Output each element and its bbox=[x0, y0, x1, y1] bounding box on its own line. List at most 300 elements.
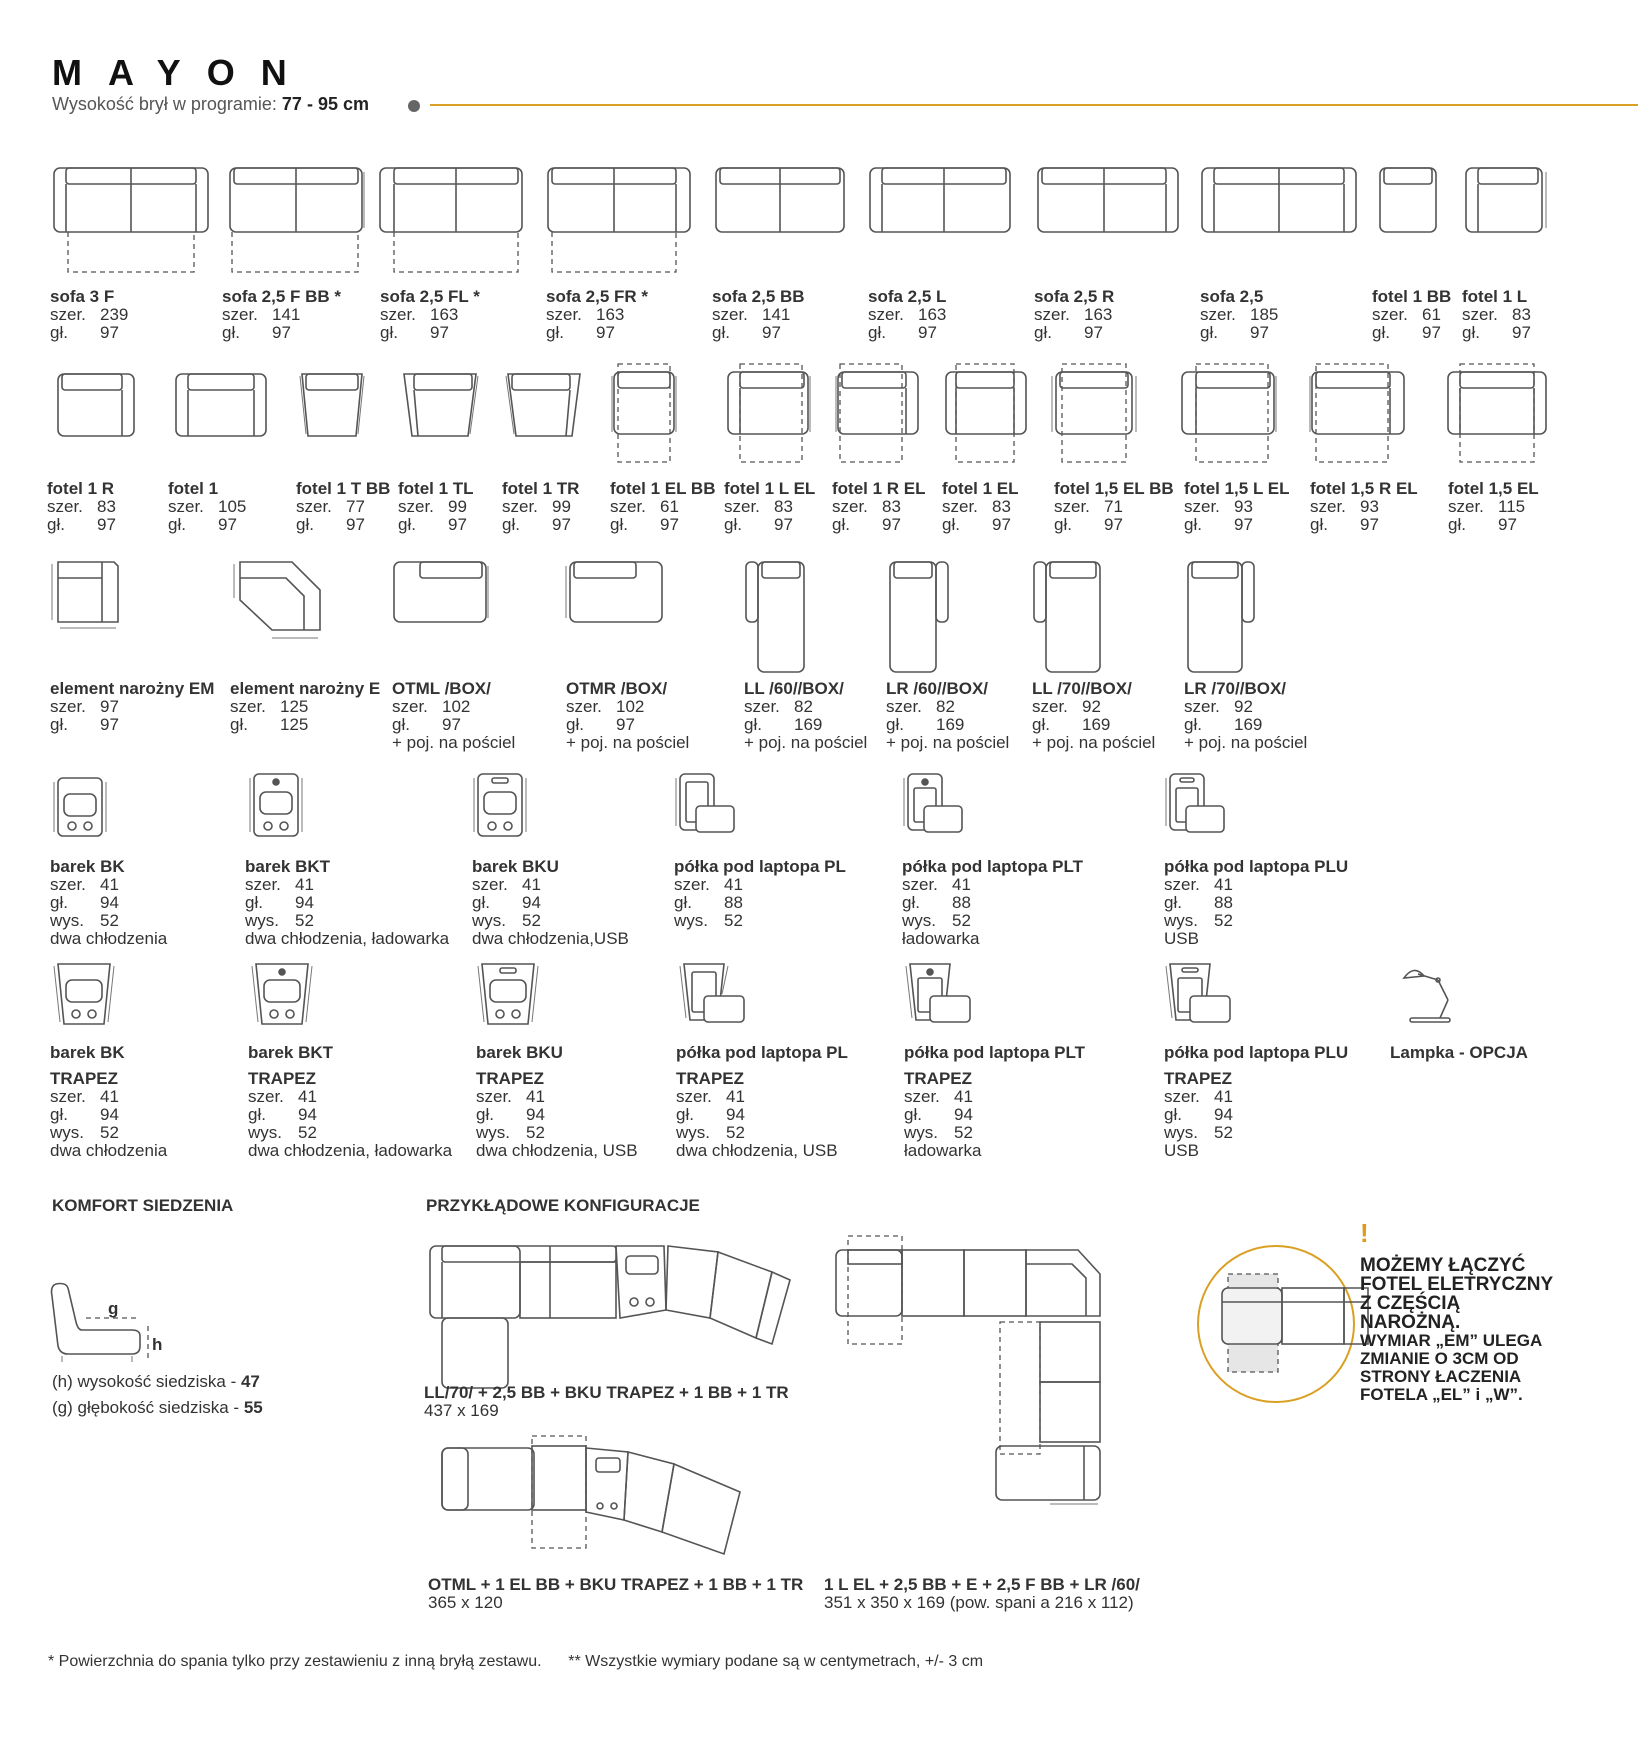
dimension-row bbox=[248, 1106, 452, 1124]
width-value: 163 bbox=[1084, 305, 1113, 324]
label-sofa-25-f-bb bbox=[222, 288, 341, 342]
height-value: wys. bbox=[476, 1123, 510, 1142]
module-fotel-1-l-el-drawing bbox=[724, 362, 814, 466]
depth-value: 97 bbox=[992, 515, 1011, 534]
width-value: szer. bbox=[380, 305, 416, 324]
label-polka-plu-trapez bbox=[1164, 1044, 1348, 1160]
width-value: szer. bbox=[676, 1087, 712, 1106]
module-barek-bku-trapez-drawing bbox=[476, 962, 542, 1028]
width-value: szer. bbox=[392, 697, 428, 716]
label-barek-bk-trapez bbox=[50, 1044, 167, 1160]
module-polka-pl-trapez-drawing bbox=[678, 962, 748, 1028]
note-title: MOŻEMY ŁĄCZYĆ FOTEL ELETRYCZNY Z CZĘŚCIĄ NAROŻNĄ. bbox=[1360, 1255, 1553, 1333]
width-value: 41 bbox=[1214, 1087, 1233, 1106]
label-barek-bkt-trapez bbox=[248, 1044, 452, 1160]
dimension-row bbox=[676, 1088, 848, 1106]
dimension-row bbox=[502, 516, 579, 534]
width-value: szer. bbox=[1448, 497, 1484, 516]
dimension-row bbox=[832, 498, 926, 516]
width-value: 41 bbox=[526, 1087, 545, 1106]
module-name: półka pod laptopa PLT bbox=[902, 857, 1084, 876]
module-name: fotel 1 L EL bbox=[724, 479, 816, 498]
depth-value: 97 bbox=[346, 515, 365, 534]
module-variant: TRAPEZ bbox=[904, 1069, 972, 1088]
label-barek-bkt bbox=[245, 858, 449, 948]
module-name: fotel 1 R EL bbox=[832, 479, 926, 498]
depth-value: gł. bbox=[1032, 715, 1050, 734]
depth-value: 97 bbox=[1084, 323, 1103, 342]
dimension-row bbox=[546, 324, 648, 342]
width-value: szer. bbox=[886, 697, 922, 716]
depth-value: 97 bbox=[448, 515, 467, 534]
module-name: fotel 1 bbox=[168, 479, 219, 498]
depth-value: gł. bbox=[230, 715, 248, 734]
label-fotel-1-tl bbox=[398, 480, 474, 534]
module-name: LR /70//BOX/ bbox=[1184, 679, 1287, 698]
depth-value: 97 bbox=[100, 323, 119, 342]
width-value: 92 bbox=[1234, 697, 1253, 716]
dimension-row bbox=[472, 912, 629, 930]
depth-value: gł. bbox=[1462, 323, 1480, 342]
height-value: 52 bbox=[100, 911, 119, 930]
module-name: sofa 2,5 BB bbox=[712, 287, 805, 306]
depth-value: 97 bbox=[430, 323, 449, 342]
height-value: 52 bbox=[298, 1123, 317, 1142]
width-value: 92 bbox=[1082, 697, 1101, 716]
page-title: MAYON bbox=[52, 52, 313, 93]
width-value: 41 bbox=[726, 1087, 745, 1106]
footer-note-sleeping: * Powierzchnia do spania tylko przy zestawieniu z inną bryłą zestawu. bbox=[48, 1653, 542, 1670]
width-value: 41 bbox=[1214, 875, 1233, 894]
dimension-row bbox=[1372, 306, 1451, 324]
depth-value: gł. bbox=[868, 323, 886, 342]
label-fotel-1-r bbox=[47, 480, 116, 534]
config-1-dims: 437 x 169 bbox=[424, 1401, 499, 1420]
width-value: szer. bbox=[724, 497, 760, 516]
height-value: 52 bbox=[100, 1123, 119, 1142]
depth-value: 97 bbox=[616, 715, 635, 734]
label-barek-bk bbox=[50, 858, 167, 948]
dimension-row bbox=[546, 306, 648, 324]
dimension-row bbox=[1034, 306, 1114, 324]
module-name: OTML /BOX/ bbox=[392, 679, 491, 698]
dimension-row bbox=[245, 912, 449, 930]
height-value: wys. bbox=[248, 1123, 282, 1142]
module-element-narozny-em-drawing bbox=[50, 560, 124, 632]
depth-value: gł. bbox=[566, 715, 584, 734]
depth-value: gł. bbox=[902, 893, 920, 912]
depth-value: gł. bbox=[904, 1105, 922, 1124]
corner-combo-callout-drawing bbox=[1192, 1244, 1372, 1410]
depth-value: gł. bbox=[502, 515, 520, 534]
width-value: szer. bbox=[502, 497, 538, 516]
label-fotel-1-l bbox=[1462, 288, 1531, 342]
width-value: szer. bbox=[50, 1087, 86, 1106]
depth-value: 97 bbox=[660, 515, 679, 534]
config-3-title: 1 L EL + 2,5 BB + E + 2,5 F BB + LR /60/ bbox=[824, 1575, 1140, 1594]
dimension-row bbox=[476, 1106, 638, 1124]
depth-value: 97 bbox=[1234, 515, 1253, 534]
label-ll-60-box bbox=[744, 680, 867, 752]
label-fotel-1-el bbox=[942, 480, 1019, 534]
depth-value: 94 bbox=[522, 893, 541, 912]
module-polka-plt-drawing bbox=[902, 772, 966, 838]
depth-value: gł. bbox=[168, 515, 186, 534]
dimension-row bbox=[1032, 716, 1155, 734]
dimension-row bbox=[1448, 498, 1539, 516]
dimension-row bbox=[904, 1088, 1085, 1106]
header-rule bbox=[430, 104, 1638, 106]
depth-value: gł. bbox=[1164, 893, 1182, 912]
depth-value: gł. bbox=[1200, 323, 1218, 342]
module-name: LR /60//BOX/ bbox=[886, 679, 989, 698]
height-value: 52 bbox=[522, 911, 541, 930]
width-value: 93 bbox=[1360, 497, 1379, 516]
dimension-row bbox=[1032, 698, 1155, 716]
width-value: szer. bbox=[904, 1087, 940, 1106]
label-fotel-1-l-el bbox=[724, 480, 815, 534]
depth-value: gł. bbox=[546, 323, 564, 342]
height-value: wys. bbox=[472, 911, 506, 930]
depth-value: 97 bbox=[218, 515, 237, 534]
label-fotel-15-el bbox=[1448, 480, 1539, 534]
dimension-row bbox=[50, 698, 214, 716]
dimension-row bbox=[1164, 894, 1348, 912]
dimension-row bbox=[902, 912, 1083, 930]
depth-value: gł. bbox=[398, 515, 416, 534]
module-name: LL /70//BOX/ bbox=[1032, 679, 1132, 698]
depth-value: 169 bbox=[1234, 715, 1263, 734]
module-name: OTMR /BOX/ bbox=[566, 679, 668, 698]
fotel-1-bb-drawing bbox=[1378, 166, 1442, 236]
width-value: szer. bbox=[1032, 697, 1068, 716]
width-value: 41 bbox=[295, 875, 314, 894]
dimension-row bbox=[392, 698, 515, 716]
height-value: wys. bbox=[902, 911, 936, 930]
module-name: sofa 2,5 bbox=[1200, 287, 1264, 306]
width-value: szer. bbox=[566, 697, 602, 716]
module-feature: + poj. na pościel bbox=[1184, 733, 1308, 752]
depth-value: gł. bbox=[1164, 1105, 1182, 1124]
module-name: sofa 2,5 FL * bbox=[380, 287, 480, 306]
depth-value: gł. bbox=[245, 893, 263, 912]
width-value: 141 bbox=[272, 305, 301, 324]
sofa-25-bb-drawing bbox=[714, 166, 848, 236]
label-otmr-box bbox=[566, 680, 689, 752]
dimension-row bbox=[50, 324, 128, 342]
module-name: fotel 1 EL BB bbox=[610, 479, 716, 498]
dimension-row bbox=[1184, 498, 1290, 516]
width-value: 82 bbox=[936, 697, 955, 716]
depth-value: 97 bbox=[762, 323, 781, 342]
dimension-row bbox=[904, 1106, 1085, 1124]
dimension-row bbox=[1164, 912, 1348, 930]
dimension-row bbox=[380, 324, 480, 342]
module-fotel-1-el-bb-drawing bbox=[612, 362, 678, 466]
height-value: wys. bbox=[904, 1123, 938, 1142]
module-variant: TRAPEZ bbox=[476, 1069, 544, 1088]
module-polka-plt-trapez-drawing bbox=[904, 962, 974, 1028]
height-value: 52 bbox=[295, 911, 314, 930]
depth-value: 125 bbox=[280, 715, 309, 734]
module-name: półka pod laptopa PL bbox=[674, 857, 846, 876]
dimension-row bbox=[245, 876, 449, 894]
module-name: sofa 2,5 F BB * bbox=[222, 287, 342, 306]
width-value: 97 bbox=[100, 697, 119, 716]
module-name: fotel 1 TL bbox=[398, 479, 474, 498]
dimension-row bbox=[1184, 698, 1307, 716]
module-name: półka pod laptopa PLT bbox=[904, 1043, 1086, 1062]
module-feature: + poj. na pościel bbox=[566, 733, 690, 752]
module-polka-plu-drawing bbox=[1164, 772, 1228, 838]
dimension-row bbox=[886, 716, 1009, 734]
height-marker: h bbox=[152, 1335, 163, 1354]
depth-value: gł. bbox=[50, 715, 68, 734]
width-value: 83 bbox=[1512, 305, 1531, 324]
width-value: 83 bbox=[97, 497, 116, 516]
width-value: szer. bbox=[712, 305, 748, 324]
dimension-row bbox=[392, 716, 515, 734]
depth-value: 94 bbox=[100, 893, 119, 912]
width-value: 41 bbox=[952, 875, 971, 894]
module-otmr-box-drawing bbox=[566, 560, 666, 626]
width-value: 239 bbox=[100, 305, 129, 324]
module-feature: ładowarka bbox=[902, 929, 980, 948]
dimension-row bbox=[724, 516, 815, 534]
width-value: 141 bbox=[762, 305, 791, 324]
dimension-row bbox=[1372, 324, 1451, 342]
dimension-row bbox=[566, 716, 689, 734]
sofa-25-fl-drawing bbox=[378, 166, 528, 278]
width-value: szer. bbox=[1164, 875, 1200, 894]
label-sofa-3-f bbox=[50, 288, 128, 342]
module-name: fotel 1 R bbox=[47, 479, 115, 498]
width-value: 41 bbox=[954, 1087, 973, 1106]
sofa-25-r-drawing bbox=[1036, 166, 1182, 236]
dimension-row bbox=[1184, 716, 1307, 734]
height-value: 52 bbox=[724, 911, 743, 930]
module-feature: dwa chłodzenia,USB bbox=[472, 929, 629, 948]
module-name: barek BKU bbox=[476, 1043, 563, 1062]
width-value: 115 bbox=[1498, 497, 1526, 516]
depth-value: 97 bbox=[1360, 515, 1379, 534]
width-value: szer. bbox=[1372, 305, 1408, 324]
dimension-row bbox=[222, 306, 341, 324]
depth-value: 97 bbox=[442, 715, 461, 734]
width-value: szer. bbox=[902, 875, 938, 894]
module-barek-bku-drawing bbox=[472, 772, 530, 840]
config-3-drawing-drawing bbox=[834, 1234, 1106, 1510]
width-value: szer. bbox=[476, 1087, 512, 1106]
width-value: szer. bbox=[868, 305, 904, 324]
config-3-dims: 351 x 350 x 169 (pow. spani a 216 x 112) bbox=[824, 1593, 1134, 1612]
module-name: sofa 3 F bbox=[50, 287, 115, 306]
height-range-label: Wysokość brył w programie: bbox=[52, 94, 277, 114]
sofa-25-drawing bbox=[1200, 166, 1360, 236]
depth-value: gł. bbox=[50, 1105, 68, 1124]
module-feature: dwa chłodzenia, ładowarka bbox=[248, 1141, 453, 1160]
depth-value: gł. bbox=[380, 323, 398, 342]
depth-value: gł. bbox=[222, 323, 240, 342]
height-value: 52 bbox=[726, 1123, 745, 1142]
dimension-row bbox=[502, 498, 579, 516]
dimension-row bbox=[47, 498, 116, 516]
dimension-row bbox=[674, 912, 846, 930]
label-fotel-1 bbox=[168, 480, 246, 534]
dimension-row bbox=[674, 894, 846, 912]
note-body: WYMIAR „EM” ULEGA ZMIANIE O 3CM OD STRONY ŁACZENIA FOTELA „EL” i „W”. bbox=[1360, 1331, 1542, 1404]
dimension-row bbox=[744, 698, 867, 716]
depth-value: 97 bbox=[552, 515, 571, 534]
depth-value: 94 bbox=[100, 1105, 119, 1124]
dimension-row bbox=[248, 1088, 452, 1106]
dimension-row bbox=[50, 876, 167, 894]
height-value: wys. bbox=[50, 911, 84, 930]
warning-icon: ! bbox=[1360, 1218, 1369, 1248]
dimension-row bbox=[50, 1088, 167, 1106]
dimension-row bbox=[1200, 306, 1278, 324]
dimension-row bbox=[50, 1124, 167, 1142]
height-value: wys. bbox=[1164, 911, 1198, 930]
depth-value: gł. bbox=[832, 515, 850, 534]
sofa-3-f-drawing bbox=[52, 166, 212, 278]
module-feature: USB bbox=[1164, 1141, 1199, 1160]
depth-value: 169 bbox=[794, 715, 823, 734]
dimension-row bbox=[942, 498, 1019, 516]
dimension-row bbox=[472, 876, 629, 894]
depth-value: 97 bbox=[100, 715, 119, 734]
module-fotel-15-el-bb-drawing bbox=[1052, 362, 1138, 466]
width-value: szer. bbox=[472, 875, 508, 894]
module-fotel-1-drawing bbox=[174, 372, 270, 442]
module-lr-70-box-drawing bbox=[1186, 560, 1258, 676]
dimension-row bbox=[1164, 1124, 1348, 1142]
module-name: fotel 1 EL bbox=[942, 479, 1019, 498]
width-value: 163 bbox=[430, 305, 459, 324]
module-name: półka pod laptopa PL bbox=[676, 1043, 848, 1062]
dimension-row bbox=[712, 306, 805, 324]
module-fotel-15-el-drawing bbox=[1444, 362, 1550, 466]
dimension-row bbox=[902, 876, 1083, 894]
width-value: 82 bbox=[794, 697, 813, 716]
width-value: 83 bbox=[882, 497, 901, 516]
width-value: 125 bbox=[280, 697, 309, 716]
width-value: szer. bbox=[832, 497, 868, 516]
depth-value: 169 bbox=[936, 715, 965, 734]
width-value: 41 bbox=[522, 875, 541, 894]
dimension-row bbox=[1448, 516, 1539, 534]
module-ll-60-box-drawing bbox=[744, 560, 810, 676]
dimension-row bbox=[230, 716, 380, 734]
config-2-drawing-drawing bbox=[440, 1434, 760, 1554]
label-fotel-1-r-el bbox=[832, 480, 926, 534]
width-value: szer. bbox=[168, 497, 204, 516]
module-lr-60-box-drawing bbox=[888, 560, 954, 676]
depth-value: gł. bbox=[744, 715, 762, 734]
depth-value: gł. bbox=[942, 515, 960, 534]
depth-value: 94 bbox=[526, 1105, 545, 1124]
width-value: szer. bbox=[942, 497, 978, 516]
label-ll-70-box bbox=[1032, 680, 1155, 752]
dimension-row bbox=[50, 716, 214, 734]
width-value: szer. bbox=[245, 875, 281, 894]
module-fotel-1-tr-drawing bbox=[504, 372, 586, 442]
depth-value: gł. bbox=[47, 515, 65, 534]
module-name: fotel 1,5 EL bbox=[1448, 479, 1539, 498]
module-name: fotel 1 BB bbox=[1372, 287, 1452, 306]
depth-value: gł. bbox=[248, 1105, 266, 1124]
fotel-1-l-drawing bbox=[1464, 166, 1548, 236]
height-range bbox=[52, 94, 369, 115]
label-lr-70-box bbox=[1184, 680, 1307, 752]
dimension-row bbox=[610, 498, 715, 516]
module-fotel-1-r-el-drawing bbox=[834, 362, 924, 466]
seat-height: (h) wysokość siedziska - 47 bbox=[52, 1372, 260, 1391]
module-variant: TRAPEZ bbox=[50, 1069, 118, 1088]
module-barek-bk-trapez-drawing bbox=[52, 962, 118, 1028]
config-2-title: OTML + 1 EL BB + BKU TRAPEZ + 1 BB + 1 TR bbox=[428, 1575, 804, 1594]
depth-value: 97 bbox=[918, 323, 937, 342]
label-sofa-25 bbox=[1200, 288, 1278, 342]
width-value: 71 bbox=[1104, 497, 1123, 516]
module-feature: dwa chłodzenia bbox=[50, 1141, 168, 1160]
dimension-row bbox=[868, 306, 946, 324]
depth-value: gł. bbox=[674, 893, 692, 912]
depth-value: gł. bbox=[1372, 323, 1390, 342]
dimension-row bbox=[50, 912, 167, 930]
module-element-narozny-e-drawing bbox=[232, 560, 326, 646]
dimension-row bbox=[1164, 1106, 1348, 1124]
width-value: 41 bbox=[298, 1087, 317, 1106]
dimension-row bbox=[674, 876, 846, 894]
depth-value: gł. bbox=[712, 323, 730, 342]
height-value: wys. bbox=[1164, 1123, 1198, 1142]
depth-value: gł. bbox=[392, 715, 410, 734]
width-value: szer. bbox=[1054, 497, 1090, 516]
dimension-row bbox=[1310, 498, 1418, 516]
depth-value: gł. bbox=[610, 515, 628, 534]
sofa-25-fr-drawing bbox=[546, 166, 696, 278]
module-name: LL /60//BOX/ bbox=[744, 679, 844, 698]
dimension-row bbox=[50, 1106, 167, 1124]
dimension-row bbox=[942, 516, 1019, 534]
module-feature: USB bbox=[1164, 929, 1199, 948]
depth-value: 88 bbox=[1214, 893, 1233, 912]
width-value: szer. bbox=[744, 697, 780, 716]
label-sofa-25-fl bbox=[380, 288, 480, 342]
label-element-narozny-em bbox=[50, 680, 214, 734]
width-value: 99 bbox=[448, 497, 467, 516]
module-fotel-15-l-el-drawing bbox=[1180, 362, 1280, 466]
width-value: 99 bbox=[552, 497, 571, 516]
width-value: szer. bbox=[674, 875, 710, 894]
width-value: 41 bbox=[100, 1087, 119, 1106]
label-otml-box bbox=[392, 680, 515, 752]
module-otml-box-drawing bbox=[392, 560, 492, 626]
width-value: szer. bbox=[1184, 497, 1220, 516]
dimension-row bbox=[476, 1088, 638, 1106]
label-lampka bbox=[1390, 1044, 1528, 1062]
module-polka-plu-trapez-drawing bbox=[1164, 962, 1234, 1028]
dimension-row bbox=[1034, 324, 1114, 342]
width-value: szer. bbox=[1462, 305, 1498, 324]
module-name: element narożny E bbox=[230, 679, 381, 698]
height-value: 52 bbox=[952, 911, 971, 930]
width-value: szer. bbox=[398, 497, 434, 516]
dimension-row bbox=[1164, 1088, 1348, 1106]
width-value: szer. bbox=[610, 497, 646, 516]
depth-value: 97 bbox=[1512, 323, 1531, 342]
